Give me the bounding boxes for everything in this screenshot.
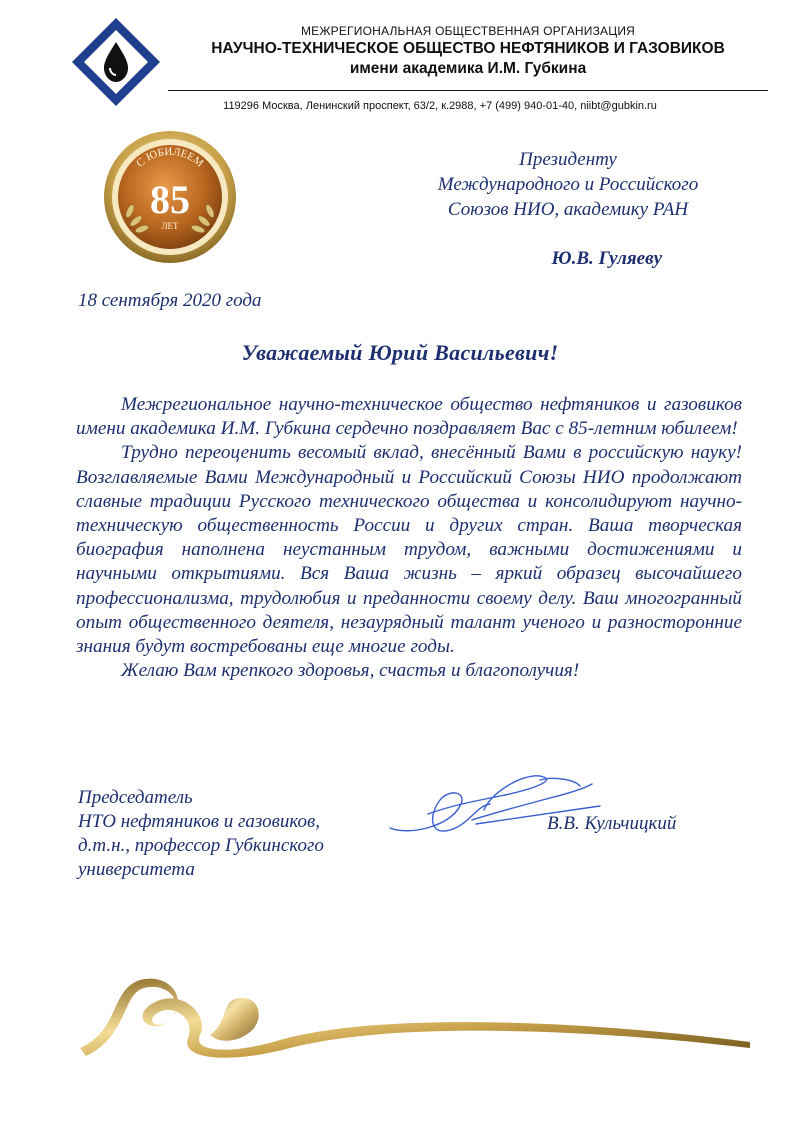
org-name-line: НАУЧНО-ТЕХНИЧЕСКОЕ ОБЩЕСТВО НЕФТЯНИКОВ И ГАЗОВИКОВ bbox=[211, 40, 725, 57]
signer-name: В.В. Кульчицкий bbox=[547, 813, 677, 834]
gold-ribbon-decoration bbox=[60, 960, 760, 1070]
body-paragraph-3: Желаю Вам крепкого здоровья, счастья и благополучия! bbox=[121, 660, 580, 682]
signer-role: Председатель bbox=[78, 787, 193, 808]
medal-sub-text: ЛЕТ bbox=[161, 221, 179, 231]
addressee-title: Президенту bbox=[519, 149, 617, 170]
addressee-rank-line: Союзов НИО, академику РАН bbox=[447, 199, 689, 220]
addressee-position-line: Международного и Российского bbox=[437, 174, 699, 195]
signer-degree: д.т.н., профессор Губкинского bbox=[78, 835, 324, 856]
signer-university: университета bbox=[78, 859, 195, 880]
org-type-line: МЕЖРЕГИОНАЛЬНАЯ ОБЩЕСТВЕННАЯ ОРГАНИЗАЦИЯ bbox=[300, 24, 636, 38]
organization-logo bbox=[70, 16, 162, 108]
handwritten-signature bbox=[380, 766, 610, 848]
org-address: 119296 Москва, Ленинский проспект, 63/2, к.2988, +7 (499) 940-01-40, niibt@gubkin.ru bbox=[223, 100, 657, 112]
letter-date: 18 сентября 2020 года bbox=[78, 290, 262, 311]
signer-org: НТО нефтяников и газовиков, bbox=[78, 811, 320, 832]
header-divider bbox=[168, 90, 768, 91]
salutation: Уважаемый Юрий Васильевич! bbox=[241, 340, 559, 365]
jubilee-medal bbox=[90, 125, 250, 265]
addressee-name: Ю.В. Гуляеву bbox=[551, 248, 662, 269]
org-honorific-line: имени академика И.М. Губкина bbox=[349, 60, 587, 77]
medal-arc-text: С ЮБИЛЕЕМ bbox=[134, 145, 206, 170]
letter-body bbox=[76, 393, 742, 683]
body-paragraph-1: Межрегиональное научно-техническое общество нефтяников и газовиков имени академика И.М. Губкина сердечно поздравляет Вас с 85-летним юбилеем! bbox=[76, 394, 742, 440]
medal-number: 85 bbox=[150, 177, 190, 222]
body-paragraph-2: Трудно переоценить весомый вклад, внесённый Вами в российскую науку! Возглавляемые Вами Международный и Российский Союзы НИО продолжают славные традиции Русского технического общества и консолидируют научно-техническую общественность России и других стран. Ваша творческая биография наполнена неустанным трудом, важными достижениями и научными открытиями. Вся Ваша жизнь – яркий образец высочайшего профессионализма, трудолюбия и преданности своему делу. Ваш многогранный опыт общественного деятеля, незаурядный талант ученого и разносторонние знания будут востребованы еще многие годы. bbox=[76, 442, 742, 658]
